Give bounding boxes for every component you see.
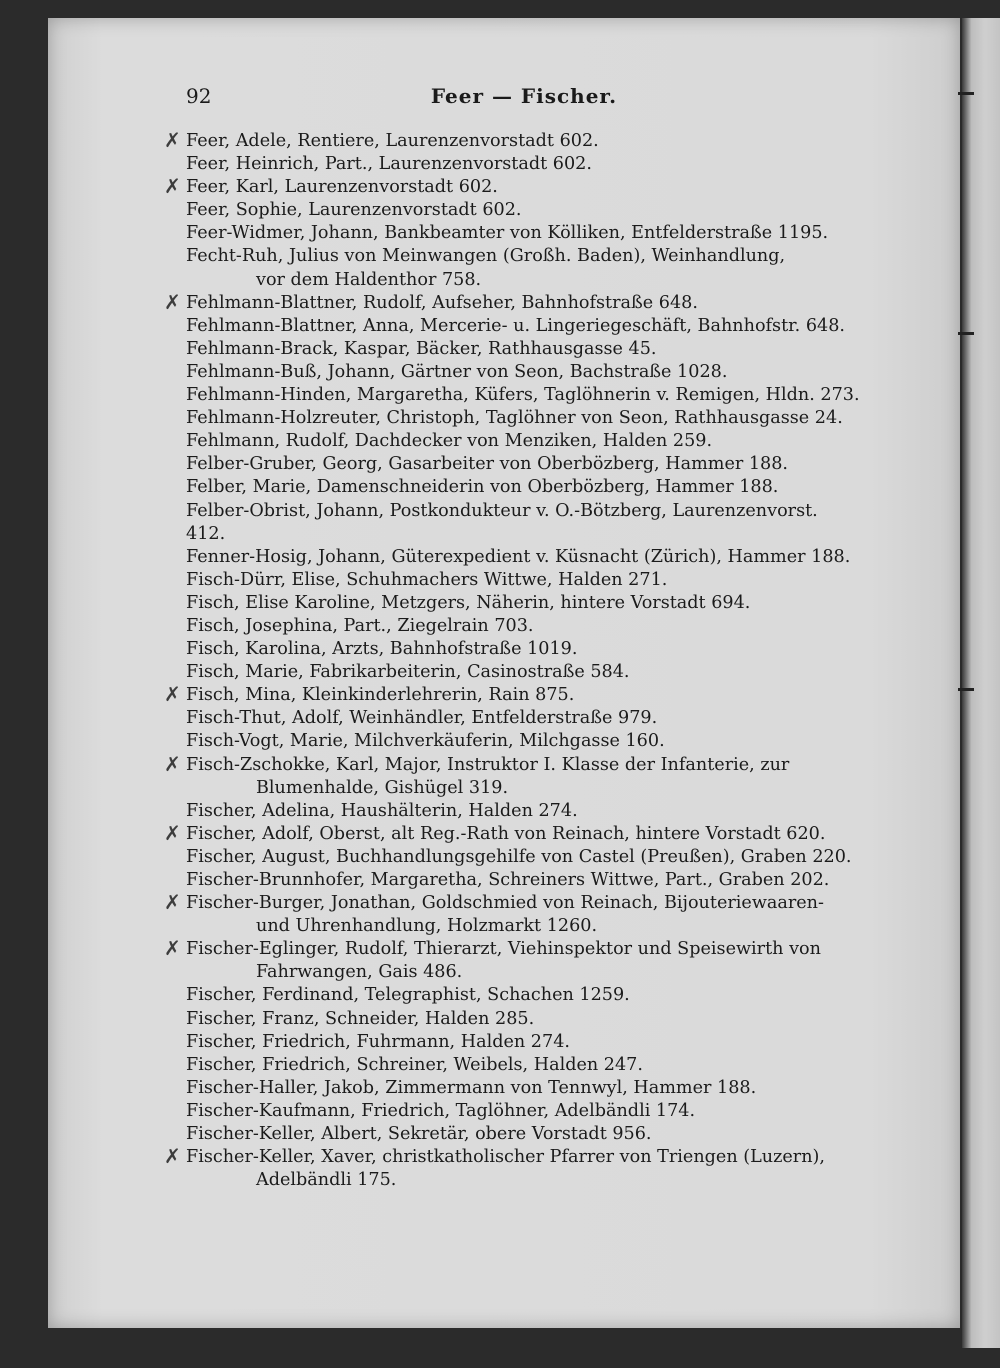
entry-text: Fisch, Elise Karoline, Metzgers, Näherin, hintere Vorstadt 694. <box>186 592 751 613</box>
directory-entry <box>186 569 862 592</box>
directory-entry <box>186 615 862 638</box>
handwritten-check-mark: ✗ <box>164 682 181 707</box>
entry-text: Feer, Karl, Laurenzenvorstadt 602. <box>186 177 498 198</box>
entry-text: Fischer-Kaufmann, Friedrich, Taglöhner, Adelbändli 174. <box>186 1100 696 1121</box>
directory-entry <box>186 846 862 869</box>
entry-text: Feer, Adele, Rentiere, Laurenzenvorstadt 602. <box>186 131 599 151</box>
directory-entry <box>186 199 862 222</box>
handwritten-check-mark: ✗ <box>164 289 181 314</box>
directory-entry <box>164 751 862 800</box>
entry-text: Fenner-Hosig, Johann, Güterexpedient v. Küsnacht (Zürich), Hammer 188. <box>186 546 851 567</box>
adjacent-page-edge <box>962 18 1000 1348</box>
edge-tick-mark <box>958 332 974 335</box>
directory-entry <box>186 1077 862 1100</box>
directory-entry <box>164 1144 862 1192</box>
directory-entry <box>186 453 862 476</box>
entry-text: Fisch, Mina, Kleinkinderlehrerin, Rain 875. <box>186 685 575 706</box>
entry-text: Felber-Gruber, Georg, Gasarbeiter von Oberbözberg, Hammer 188. <box>186 454 789 475</box>
directory-entry <box>186 500 862 546</box>
entry-text: Fischer-Eglinger, Rudolf, Thierarzt, Viehinspektor und Speisewirth von <box>186 939 821 960</box>
directory-entry <box>186 984 862 1007</box>
directory-entry <box>186 1123 862 1146</box>
directory-entries <box>164 128 862 1192</box>
entry-text: Fehlmann-Brack, Kaspar, Bäcker, Rathhausgasse 45. <box>186 338 657 359</box>
directory-entry <box>186 661 862 684</box>
edge-tick-mark <box>958 688 974 691</box>
directory-entry <box>164 128 862 153</box>
directory-entry <box>186 869 862 892</box>
entry-text: Felber, Marie, Damenschneiderin von Oberbözberg, Hammer 188. <box>186 477 779 498</box>
directory-entry <box>164 936 862 984</box>
entry-continuation: Fahrwangen, Gais 486. <box>256 962 463 983</box>
entry-text: Fischer, Friedrich, Fuhrmann, Halden 274. <box>186 1031 570 1052</box>
directory-entry <box>186 638 862 661</box>
directory-entry <box>186 592 862 615</box>
entry-text: Fischer-Burger, Jonathan, Goldschmied von Reinach, Bijouteriewaaren- <box>186 893 824 914</box>
directory-entry <box>186 245 862 291</box>
directory-entry <box>186 1031 862 1054</box>
directory-entry <box>164 289 862 315</box>
directory-entry <box>186 476 862 499</box>
directory-entry <box>186 222 862 245</box>
entry-text: Fisch, Marie, Fabrikarbeiterin, Casinostraße 584. <box>186 662 630 683</box>
page-header <box>186 84 862 112</box>
entry-text: Feer-Widmer, Johann, Bankbeamter von Kölliken, Entfelderstraße 1195. <box>186 223 829 244</box>
entry-text: Fehlmann-Holzreuter, Christoph, Taglöhner von Seon, Rathhausgasse 24. <box>186 408 843 429</box>
page-number: 92 <box>186 84 212 108</box>
entry-text: Fehlmann-Blattner, Rudolf, Aufseher, Bahnhofstraße 648. <box>186 292 698 313</box>
running-head: Feer — Fischer. <box>430 84 618 108</box>
directory-entry <box>186 1054 862 1077</box>
handwritten-check-mark: ✗ <box>164 820 181 845</box>
entry-text: Fischer, Franz, Schneider, Halden 285. <box>186 1008 535 1029</box>
directory-entry <box>186 1008 862 1031</box>
entry-text: Fischer-Keller, Xaver, christkatholischer Pfarrer von Triengen (Luzern), <box>186 1147 826 1168</box>
entry-text: Fischer, Adelina, Haushälterin, Halden 274. <box>186 800 578 821</box>
handwritten-check-mark: ✗ <box>164 174 181 199</box>
directory-entry <box>186 1100 862 1123</box>
entry-text: Fehlmann-Buß, Johann, Gärtner von Seon, Bachstraße 1028. <box>186 361 728 382</box>
entry-text: Fischer, Ferdinand, Telegraphist, Schachen 1259. <box>186 985 630 1006</box>
entry-text: Fehlmann, Rudolf, Dachdecker von Menziken, Halden 259. <box>186 431 713 452</box>
entry-text: Fisch, Karolina, Arzts, Bahnhofstraße 1019. <box>186 639 578 660</box>
entry-text: Fischer-Brunnhofer, Margaretha, Schreiners Wittwe, Part., Graben 202. <box>186 870 830 890</box>
entry-text: Fecht-Ruh, Julius von Meinwangen (Großh. Baden), Weinhandlung, <box>186 246 786 267</box>
directory-entry <box>186 546 862 569</box>
entry-text: Fehlmann-Hinden, Margaretha, Küfers, Taglöhnerin v. Remigen, Hldn. 273. <box>186 385 860 406</box>
directory-entry <box>186 707 862 730</box>
entry-continuation: und Uhrenhandlung, Holzmarkt 1260. <box>256 916 598 937</box>
entry-text: Feer, Heinrich, Part., Laurenzenvorstadt 602. <box>186 154 592 175</box>
directory-entry <box>164 174 862 199</box>
entry-text: Felber-Obrist, Johann, Postkondukteur v. O.-Bötzberg, Laurenzenvorst. 412. <box>186 500 818 544</box>
handwritten-check-mark: ✗ <box>164 890 181 915</box>
directory-entry <box>186 384 862 407</box>
directory-entry <box>164 682 862 707</box>
entry-text: Fisch-Dürr, Elise, Schuhmachers Wittwe, Halden 271. <box>186 569 668 590</box>
directory-entry <box>164 890 862 938</box>
directory-entry <box>186 800 862 823</box>
entry-text: Fisch-Zschokke, Karl, Major, Instruktor I. Klasse der Infanterie, zur <box>186 754 790 775</box>
directory-entry <box>186 407 862 430</box>
handwritten-check-mark: ✗ <box>164 128 181 152</box>
entry-text: Fischer, August, Buchhandlungsgehilfe von Castel (Preußen), Graben 220. <box>186 846 852 867</box>
entry-text: Fehlmann-Blattner, Anna, Mercerie- u. Lingeriegeschäft, Bahnhofstr. 648. <box>186 315 845 336</box>
entry-text: Fischer, Adolf, Oberst, alt Reg.-Rath von Reinach, hintere Vorstadt 620. <box>186 823 826 844</box>
directory-entry <box>186 315 862 338</box>
edge-tick-mark <box>958 92 974 95</box>
directory-entry <box>186 361 862 384</box>
entry-text: Fisch-Thut, Adolf, Weinhändler, Entfelderstraße 979. <box>186 708 658 729</box>
entry-continuation: vor dem Haldenthor 758. <box>256 269 482 290</box>
entry-text: Fischer-Haller, Jakob, Zimmermann von Tennwyl, Hammer 188. <box>186 1077 757 1098</box>
entry-continuation: Blumenhalde, Gishügel 319. <box>256 777 509 798</box>
entry-text: Fisch, Josephina, Part., Ziegelrain 703. <box>186 615 534 636</box>
handwritten-check-mark: ✗ <box>164 751 181 776</box>
entry-text: Fisch-Vogt, Marie, Milchverkäuferin, Milchgasse 160. <box>186 731 665 752</box>
entry-text: Fischer, Friedrich, Schreiner, Weibels, Halden 247. <box>186 1054 643 1075</box>
entry-text: Fischer-Keller, Albert, Sekretär, obere Vorstadt 956. <box>186 1124 652 1145</box>
directory-entry <box>186 730 862 753</box>
directory-entry <box>164 820 862 846</box>
directory-entry <box>186 430 862 453</box>
entry-text: Feer, Sophie, Laurenzenvorstadt 602. <box>186 200 522 221</box>
handwritten-check-mark: ✗ <box>164 1144 181 1169</box>
entry-continuation: Adelbändli 175. <box>256 1170 397 1191</box>
handwritten-check-mark: ✗ <box>164 936 181 961</box>
directory-entry <box>186 338 862 361</box>
directory-entry <box>186 153 862 176</box>
